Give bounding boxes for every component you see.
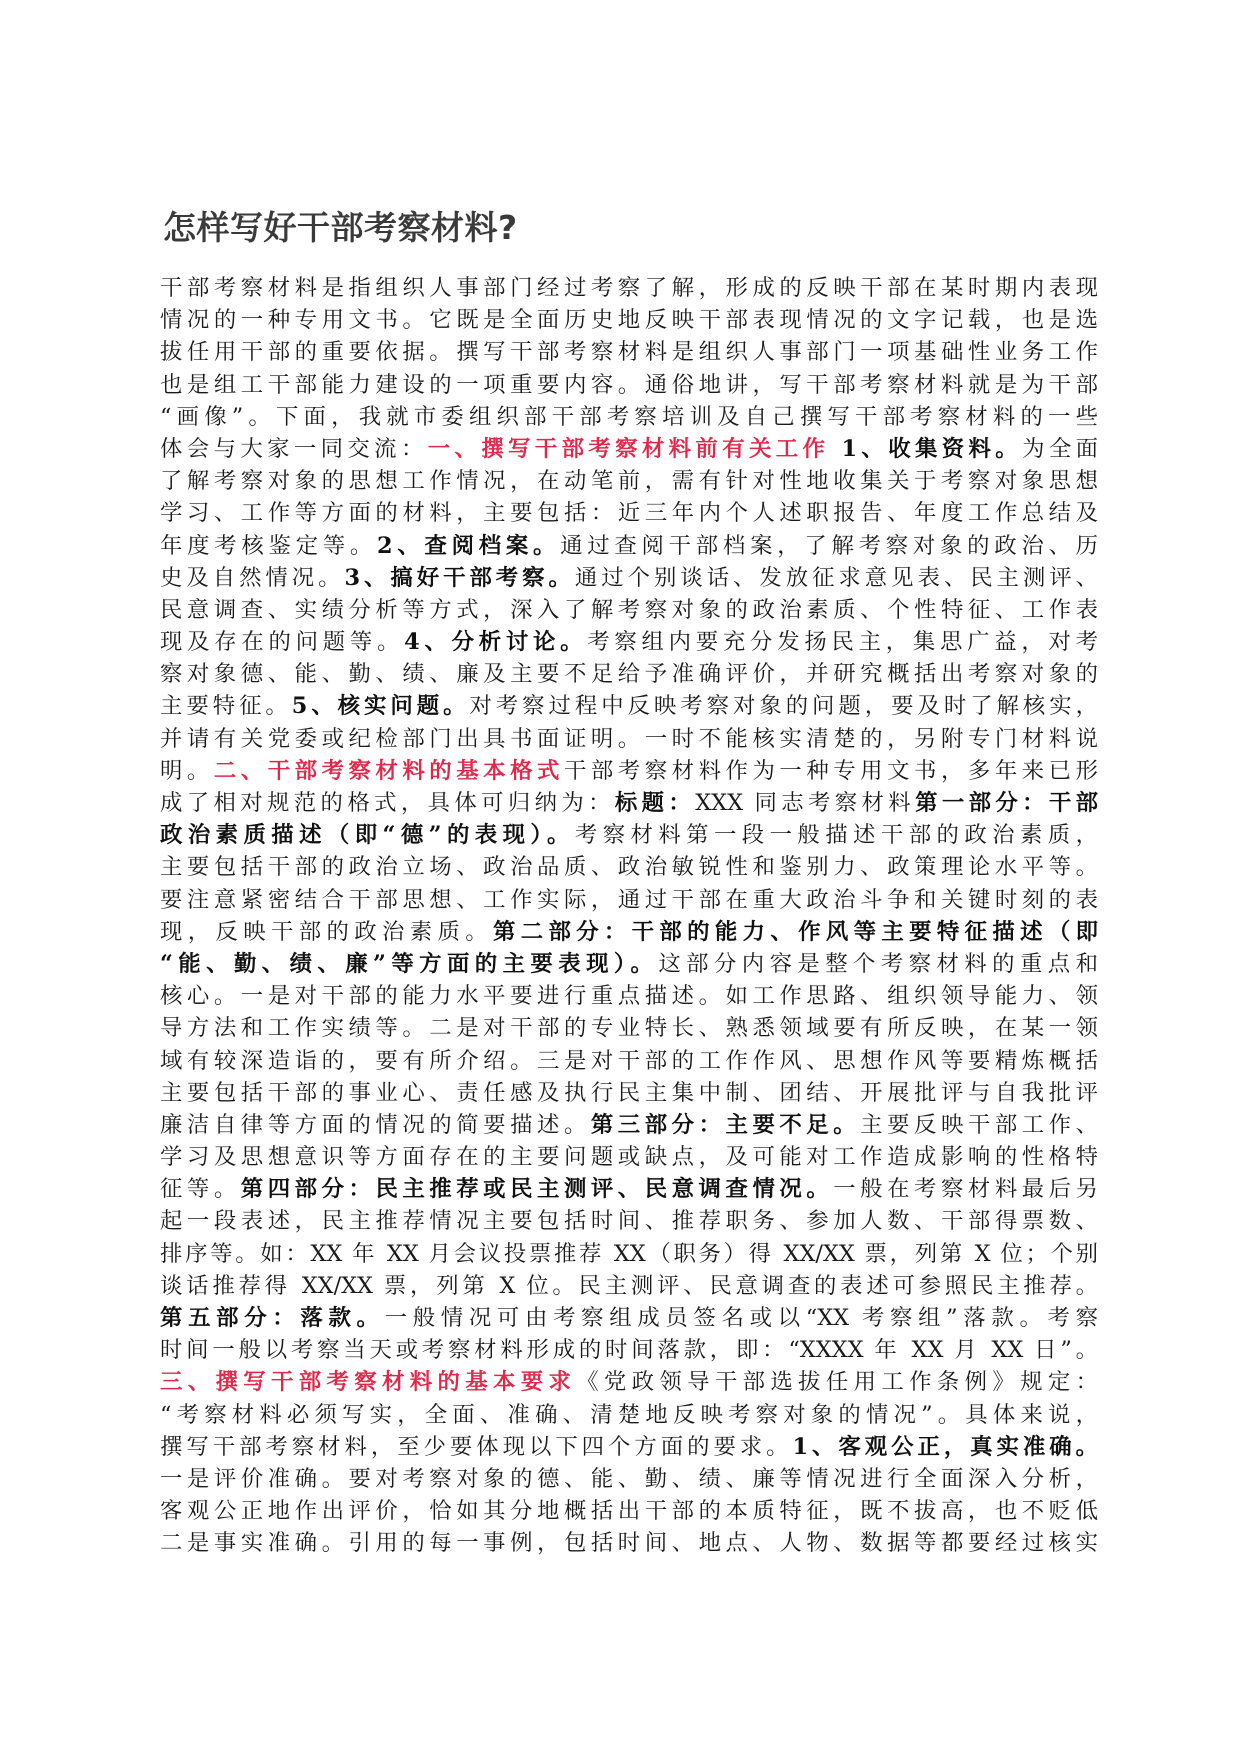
bold-run: 第二部分：干部的能力、作风等主要特征描述（即 <box>492 918 1099 945</box>
body-line <box>160 1238 1098 1270</box>
body-line <box>160 1527 1098 1559</box>
bold-run: 5、核实问题。 <box>291 693 470 720</box>
body-line <box>160 304 1098 336</box>
body-line <box>160 1045 1098 1077</box>
text-run: 干部考察材料是指组织人事部门经过考察了解，形成的反映干部在某时期内表现 <box>160 275 1098 301</box>
body-line <box>160 1366 1098 1398</box>
text-run: 撰写干部考察材料，至少要体现以下四个方面的要求。 <box>160 1433 793 1460</box>
text-run: 一般在考察材料最后另 <box>833 1176 1099 1203</box>
text-run: 一般情况可由考察组成员签名或以“XX 考察组”落款。考察 <box>384 1305 1098 1331</box>
text-run: 起一段表述，民主推荐情况主要包括时间、推荐职务、参加人数、干部得票数、 <box>160 1208 1098 1235</box>
body-line <box>160 1431 1098 1463</box>
body-line <box>160 1109 1098 1141</box>
section-heading: 一、撰写干部考察材料前有关工作 <box>427 435 830 462</box>
body-line <box>160 1399 1098 1431</box>
body-line <box>160 916 1098 948</box>
text-run: 为全面 <box>1022 435 1099 462</box>
text-run: 情况的一种专用文书。它既是全面历史地反映干部表现情况的文字记载，也是选 <box>160 307 1098 334</box>
body-line <box>160 1463 1098 1495</box>
body-line <box>160 272 1098 304</box>
body-line <box>160 1334 1098 1366</box>
section-heading: 二、干部考察材料的基本格式 <box>213 757 564 784</box>
text-run: 二是事实准确。引用的每一事例，包括时间、地点、人物、数据等都要经过核实 <box>160 1530 1098 1557</box>
body-line <box>160 336 1098 368</box>
body-line <box>160 1141 1098 1173</box>
text-run: 谈话推荐得 XX/XX 票，列第 X 位。民主测评、民意调查的表述可参照民主推荐。 <box>160 1272 1098 1299</box>
body-line <box>160 1012 1098 1044</box>
body-line <box>160 1495 1098 1527</box>
text-run: 现，反映干部的政治素质。 <box>160 918 493 945</box>
body-line <box>160 787 1098 819</box>
text-run: 明。 <box>160 757 214 784</box>
text-run: 主要包括干部的事业心、责任感及执行民主集中制、团结、开展批评与自我批评 <box>160 1079 1098 1106</box>
body-line <box>160 884 1098 916</box>
text-run: 对考察过程中反映考察对象的问题，要及时了解核实， <box>469 693 1098 720</box>
body-line <box>160 1302 1098 1334</box>
body-line <box>160 690 1098 722</box>
text-run: “考察材料必须写实，全面、准确、清楚地反映考察对象的情况”。具体来说， <box>160 1401 1098 1428</box>
bold-run: “能、勤、绩、廉”等方面的主要表现）。 <box>160 950 659 977</box>
body-line <box>160 626 1098 658</box>
text-run: 学习及思想意识等方面存在的主要问题或缺点，及可能对工作造成影响的性格特 <box>160 1144 1098 1171</box>
bold-run: 1、收集资料。 <box>829 435 1023 462</box>
body-line <box>160 755 1098 787</box>
text-run: 体会与大家一同交流： <box>160 435 428 462</box>
body-line <box>160 433 1098 465</box>
body-line <box>160 819 1098 851</box>
text-run: 要注意紧密结合干部思想、工作实际，通过干部在重大政治斗争和关键时刻的表 <box>160 886 1098 913</box>
body-line <box>160 851 1098 883</box>
body-line <box>160 1205 1098 1237</box>
text-run: 廉洁自律等方面的情况的简要描述。 <box>160 1111 591 1138</box>
text-run: 主要反映干部工作、 <box>860 1111 1098 1138</box>
body-line <box>160 980 1098 1012</box>
text-run: 主要包括干部的政治立场、政治品质、政治敏锐性和鉴别力、政策理论水平等。 <box>160 854 1098 881</box>
text-run: 核心。一是对干部的能力水平要进行重点描述。如工作思路、组织领导能力、领 <box>160 983 1098 1010</box>
body-line <box>160 562 1098 594</box>
text-run: 征等。 <box>160 1176 241 1203</box>
text-run: 现及存在的问题等。 <box>160 629 405 656</box>
text-run: 主要特征。 <box>160 693 292 720</box>
text-run: 察对象德、能、勤、绩、廉及主要不足给予准确评价，并研究概括出考察对象的 <box>160 661 1098 688</box>
text-run: 通过个别谈话、发放征求意见表、民主测评、 <box>574 564 1099 591</box>
text-run: 时间一般以考察当天或考察材料形成的时间落款，即：“XXXX 年 XX 月 XX 日”。 <box>160 1337 1098 1364</box>
text-run: 一是评价准确。要对考察对象的德、能、勤、绩、廉等情况进行全面深入分析， <box>160 1465 1098 1492</box>
text-run: 《党政领导干部选拔任用工作条例》规定： <box>576 1369 1099 1396</box>
text-run: 了解考察对象的思想工作情况，在动笔前，需有针对性地收集关于考察对象思想 <box>160 468 1098 495</box>
body-line <box>160 465 1098 497</box>
body-line <box>160 1173 1098 1205</box>
bold-run: 3、搞好干部考察。 <box>344 564 575 591</box>
body-line <box>160 658 1098 690</box>
text-run: 学习、工作等方面的材料，主要包括：近三年内个人述职报告、年度工作总结及 <box>160 500 1098 527</box>
bold-run: 第五部分：落款。 <box>160 1305 385 1331</box>
body-line <box>160 594 1098 626</box>
text-run: 这部分内容是整个考察材料的重点和 <box>658 950 1098 977</box>
text-run: 排序等。如：XX 年 XX 月会议投票推荐 XX（职务）得 XX/XX 票，列第 X 位；个别 <box>160 1240 1098 1267</box>
body-line <box>160 497 1098 529</box>
text-run: 考察组内要充分发扬民主，集思广益，对考 <box>587 629 1099 656</box>
text-run: “画像”。下面，我就市委组织部干部考察培训及自己撰写干部考察材料的一些 <box>160 403 1098 430</box>
text-run: 域有较深造诣的，要有所介绍。三是对干部的工作作风、思想作风等要精炼概括 <box>160 1047 1098 1074</box>
text-run: 拔任用干部的重要依据。撰写干部考察材料是组织人事部门一项基础性业务工作 <box>160 339 1098 366</box>
text-run: 成了相对规范的格式，具体可归纳为： <box>160 790 615 816</box>
text-run: 并请有关党委或纪检部门出具书面证明。一时不能核实清楚的，另附专门材料说 <box>160 725 1098 752</box>
section-heading: 三、撰写干部考察材料的基本要求 <box>160 1369 577 1396</box>
bold-run: 政治素质描述（即“德”的表现）。 <box>160 822 575 849</box>
bold-run: 第四部分：民主推荐或民主测评、民意调查情况。 <box>240 1176 834 1203</box>
body-line <box>160 369 1098 401</box>
text-run: 年度考核鉴定等。 <box>160 532 378 559</box>
text-run: 通过查阅干部档案，了解考察对象的政治、历 <box>560 532 1099 559</box>
text-run: 客观公正地作出评价，恰如其分地概括出干部的本质特征，既不拔高，也不贬低 <box>160 1498 1098 1525</box>
article-body <box>160 272 1098 1560</box>
bold-run: 第一部分：干部 <box>915 790 1099 816</box>
page-title: 怎样写好干部考察材料? <box>163 208 518 247</box>
body-line <box>160 1077 1098 1109</box>
text-run: 民意调查、实绩分析等方式，深入了解考察对象的政治素质、个性特征、工作表 <box>160 596 1098 623</box>
body-line <box>160 401 1098 433</box>
bold-run: 4、分析讨论。 <box>404 629 588 656</box>
text-run: 也是组工干部能力建设的一项重要内容。通俗地讲，写干部考察材料就是为干部 <box>160 371 1098 398</box>
body-line <box>160 723 1098 755</box>
bold-run: 1、客观公正，真实准确。 <box>792 1433 1098 1460</box>
bold-run: 第三部分：主要不足。 <box>590 1111 861 1138</box>
body-line <box>160 948 1098 980</box>
text-run: 导方法和工作实绩等。二是对干部的专业特长、熟悉领域要有所反映，在某一领 <box>160 1015 1098 1042</box>
text-run: 干部考察材料作为一种专用文书，多年来已形 <box>563 757 1099 784</box>
bold-run: 标题： <box>614 790 696 816</box>
text-run: 考察材料第一段一般描述干部的政治素质， <box>574 822 1098 849</box>
text-run: 史及自然情况。 <box>160 564 345 591</box>
text-run: XXX 同志考察材料 <box>695 790 916 816</box>
body-line <box>160 530 1098 562</box>
body-line <box>160 1270 1098 1302</box>
bold-run: 2、查阅档案。 <box>377 532 561 559</box>
